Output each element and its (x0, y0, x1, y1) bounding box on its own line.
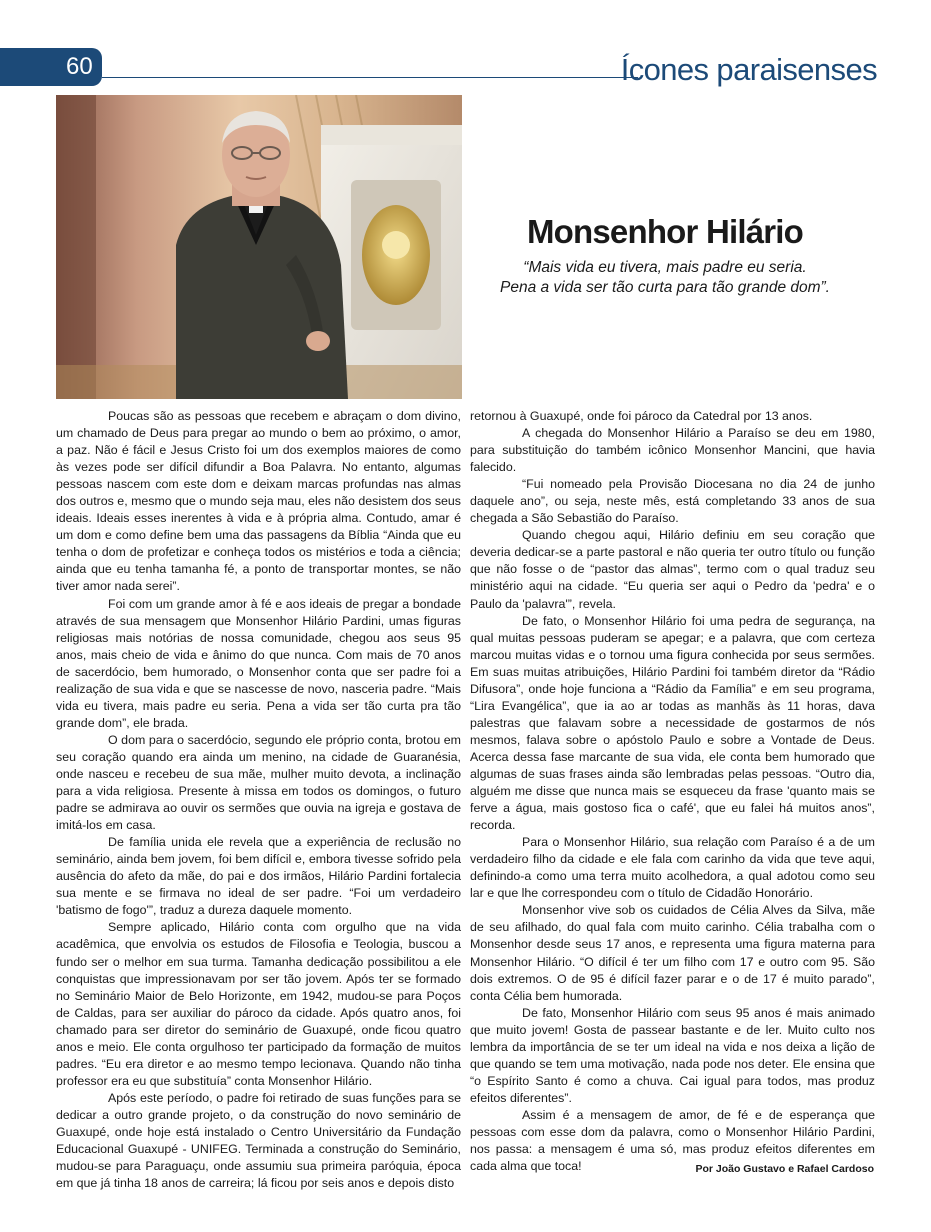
paragraph: Para o Monsenhor Hilário, sua relação com Paraíso é a de um verdadeiro filho da cidade e ele fala com carinho da vida que teve aqui, definindo-a como uma terra muito acolhedora, a qual adotou como seu lar e que lhe correspondeu com o título de Cidadão Honorário. (470, 835, 875, 901)
paragraph: Monsenhor vive sob os cuidados de Célia Alves da Silva, mãe de seu afilhado, do qual fala com muito carinho. Célia trabalha com o Monsenhor desde seus 17 anos, e representa uma figura materna para Monsenhor Hilário. “O difícil é ter um filho com 17 e outro com 95. São dois extremos. O de 95 é difícil fazer parar e o de 17 é muito parado”, conta Célia bem humorada. (470, 903, 875, 1003)
article-column-right (470, 408, 875, 1175)
pull-quote (480, 258, 850, 298)
paragraph: “Fui nomeado pela Provisão Diocesana no dia 24 de junho daquele ano”, ou seja, neste mês, está completando 33 anos de sua chegada a São Sebastião do Paraíso. (470, 477, 875, 526)
article-column-left (56, 408, 461, 1192)
paragraph: O dom para o sacerdócio, segundo ele próprio conta, brotou em seu coração quando era ainda um menino, na cidade de Guaranésia, onde nasceu e recebeu de sua mãe, mulher muito devota, a inclinação para a vida religiosa. Presente à missa em todos os domingos, o futuro padre se admirava ao ouvir os sermões que ouvia na igreja e gostava de imitá-los em casa. (56, 732, 461, 833)
section-title: Ícones paraisenses (620, 52, 877, 87)
paragraph: De fato, Monsenhor Hilário com seus 95 anos é mais animado que muito jovem! Gosta de passear bastante e de ler. Muito culto nos lembra da importância de se ter um ideal na vida e nos deixa a lição de que quando se tem uma motivação, nada pode nos deter. Ele ensina que “o Espírito Santo é como a chuva. Cai igual para todos, mas produz efeitos diferentes”. (470, 1005, 875, 1105)
paragraph: Assim é a mensagem de amor, de fé e de esperança que pessoas com esse dom da palavra, como o Monsenhor Hilário Pardini, nos passa: a mensagem é uma só, mas produz efeitos diferentes em cada alma que toca! (470, 1107, 875, 1174)
paragraph: A chegada do Monsenhor Hilário a Paraíso se deu em 1980, para substituição do também icônico Monsenhor Mancini, que havia falecido. (470, 426, 875, 475)
paragraph: Sempre aplicado, Hilário conta com orgulho que na vida acadêmica, que envolvia os estudos de Filosofia e Teologia, buscou a fundo ser o melhor em sua turma. Tamanha dedicação possibilitou a ele conquistas que impressionavam por ser tão jovem. Após ter se formado no Seminário Maior de Belo Horizonte, em 1942, mudou-se para Poços de Caldas, para ser auxiliar do pároco da cidade. Após quatro anos, foi chamado para ser diretor do seminário de Guaxupé, onde ficou quatro anos e meio. Ele conta orgulhoso ter participado da formação de muitos padres. “Eu era diretor e ao mesmo tempo lecionava. Quando não tinha professor era eu que substituía” conta Monsenhor Hilário. (56, 920, 461, 1088)
portrait-photo (56, 95, 462, 399)
paragraph: De família unida ele revela que a experiência de reclusão no seminário, ainda bem jovem, foi bem difícil e, embora tivesse sofrido pela ausência do afeto da mãe, do pai e dos irmãos, Hilário Pardini fortalecia sua mente e se firmava no ideal de ser padre. “Foi um verdadeiro 'batismo de fogo'”, traduz a dureza daquele momento. (56, 835, 461, 918)
header-rule (102, 77, 638, 78)
paragraph: Foi com um grande amor à fé e aos ideais de pregar a bondade através de sua mensagem que Monsenhor Hilário Pardini, umas figuras religiosas mais notórias de nossa comunidade, chegou aos seus 95 anos, mais cheio de vida e ânimo do que nunca. Com mais de 70 anos de sacerdócio, bem humorado, o Monsenhor conta que ser padre foi a realização de sua vida e que se nascesse de novo, nasceria padre. “Mais vida eu tivera, mais padre eu seria. Pena a vida ser tão curta pra tão grande dom”, ele brada. (56, 596, 461, 730)
paragraph: Quando chegou aqui, Hilário definiu em seu coração que deveria dedicar-se a parte pastoral e não queria ter outro título ou função que não fosse o de “pastor das almas”, termo com o qual traduz seu ministério aqui na cidade. “Eu queria ser aqui o Pedro da 'pedra' e o Paulo da 'palavra'”, revela. (470, 528, 875, 611)
paragraph: Poucas são as pessoas que recebem e abraçam o dom divino, um chamado de Deus para pregar ao mundo o bem ao próximo, o amor, a paz. Não é fácil e Jesus Cristo foi um dos exemplos maiores de como às vezes pode ser difícil difundir a Boa Palavra. No entanto, algumas pessoas nascem com este dom e deixam marcas profundas nas almas dos outros e, mesmo que o mundo seja mau, eles não desistem dos seus ideais. Ideais esses inerentes à vida e à própria alma. Contudo, amar é um dom e como define bem uma das passagens da Bíblia “Ainda que eu tenha o dom de profetizar e conheça todos os mistérios e toda a ciência; ainda que eu tenha tamanha fé, a ponto de transportar montes, se não tiver amor nada serei”. (56, 409, 461, 594)
pull-quote-line-1: “Mais vida eu tivera, mais padre eu seria. (523, 259, 807, 276)
article-title: Monsenhor Hilário (526, 213, 804, 250)
paragraph: Após este período, o padre foi retirado de suas funções para se dedicar a outro grande projeto, o da construção do novo seminário de Guaxupé, onde hoje está instalado o Centro Universitário da Fundação Educacional Guaxupé - UNIFEG. Terminada a construção do Seminário, mudou-se para Paraguaçu, onde assumiu sua primeira paróquia, época em que já tinha 18 anos de carreira; lá ficou por seis anos e depois disto (56, 1090, 461, 1191)
paragraph: De fato, o Monsenhor Hilário foi uma pedra de segurança, na qual muitas pessoas puderam se apegar; e a palavra, que com certeza marcou muitas vidas e o tornou uma figura conhecida por seus sermões. Em suas muitas atribuições, Hilário Pardini foi também diretor da “Rádio Difusora”, onde hoje funciona a “Rádio da Família” e em seu programa, “Lira Evangélica”, que ia ao ar todas as manhãs às 11 horas, dava palestras que falavam sobre a necessidade de gostarmos de nós mesmos, falava sobre o apóstolo Paulo e sobre a Vontade de Deus. Acerca dessa fase marcante de sua vida, ele conta bem humorado que algumas de suas frases ainda são lembradas pelas pessoas. “Outro dia, alguém me disse que nunca mais se esqueceu da frase 'quanto mais se ferve a água, mais gostoso fica o café', que eu falei há muitos anos”, recorda. (470, 613, 875, 833)
byline: Por João Gustavo e Rafael Cardoso (695, 1163, 874, 1175)
page-number: 60 (66, 53, 93, 80)
paragraph: retornou à Guaxupé, onde foi pároco da Catedral por 13 anos. (470, 409, 813, 423)
pull-quote-line-2: Pena a vida ser tão curta para tão grande dom”. (499, 279, 830, 296)
article-headline (480, 210, 850, 298)
